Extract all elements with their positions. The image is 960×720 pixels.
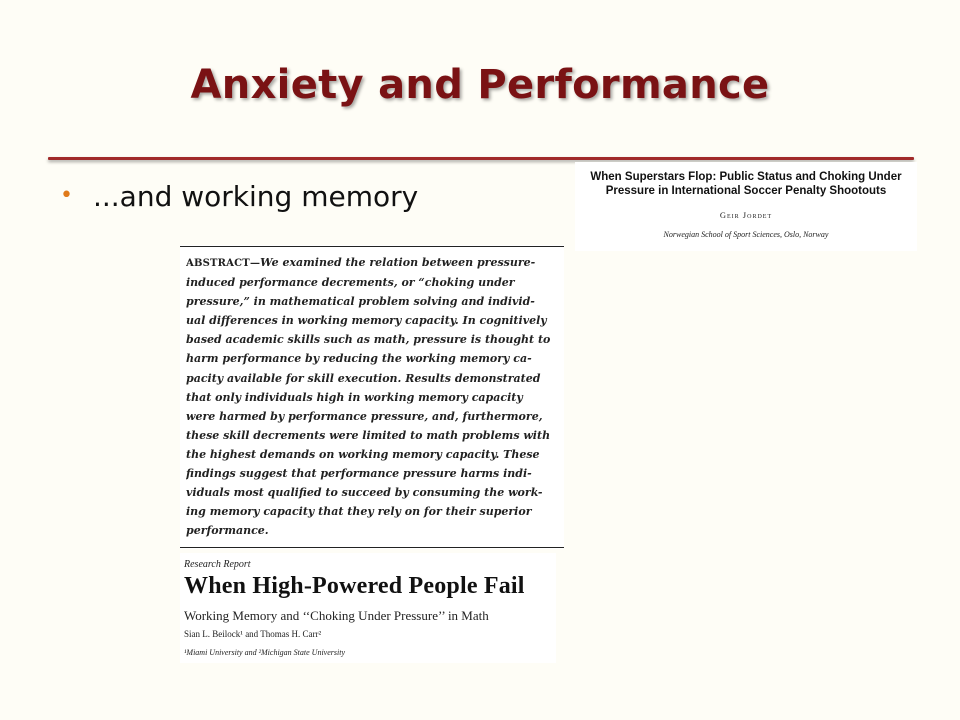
bullet-dot-icon: • [60,183,73,208]
abstract-line: harm performance by reducing the working memory ca- [186,352,532,366]
abstract-label: ABSTRACT— [186,258,261,269]
abstract-line-text: We examined the relation between pressure- [260,256,536,269]
paper-clipping-superstars [575,162,917,251]
abstract-text [186,253,562,540]
abstract-line: these skill decrements were limited to math problems with [186,428,551,442]
abstract-line: pacity available for skill execution. Results demonstrated [186,371,541,385]
report-title: When High-Powered People Fail [184,573,525,599]
paper-title-line: Pressure in International Soccer Penalty Shootouts [605,185,887,197]
paper-affiliation: Norwegian School of Sport Sciences, Oslo, Norway [663,230,829,239]
abstract-top-rule [180,246,564,247]
abstract-line: performance. [186,524,269,538]
abstract-clipping [180,245,564,549]
paper-title [575,170,917,198]
report-kicker: Research Report [184,559,251,570]
abstract-bottom-rule [180,547,564,548]
title-divider [48,157,914,160]
abstract-line: based academic skills such as math, pressure is thought to [186,333,551,347]
abstract-line: findings suggest that performance pressure harms indi- [186,467,532,481]
slide-title: Anxiety and Performance [190,62,770,108]
abstract-line: the highest demands on working memory capacity. These [186,447,540,461]
report-subtitle: Working Memory and ‘‘Choking Under Pressure’’ in Math [184,608,489,623]
abstract-line: viduals most qualified to succeed by consuming the work- [186,486,543,500]
abstract-line [186,253,562,273]
abstract-line: that only individuals high in working memory capacity [186,390,523,404]
abstract-line: ing memory capacity that they rely on for their superior [186,505,532,519]
bullet-text: ...and working memory [92,180,419,213]
paper-author: Geir Jordet [719,210,773,220]
paper-title-line: When Superstars Flop: Public Status and Choking Under [590,171,902,183]
abstract-line: induced performance decrements, or “choking under [186,276,515,290]
report-authors: Sian L. Beilock¹ and Thomas H. Carr² [184,629,322,639]
abstract-line: pressure,” in mathematical problem solving and individ- [186,295,535,309]
abstract-line: ual differences in working memory capacity. In cognitively [186,314,547,328]
abstract-line: were harmed by performance pressure, and, furthermore, [186,409,543,423]
research-report-clipping [180,553,556,663]
bullet-item [60,180,418,213]
report-affiliation: ¹Miami University and ²Michigan State University [184,648,345,657]
